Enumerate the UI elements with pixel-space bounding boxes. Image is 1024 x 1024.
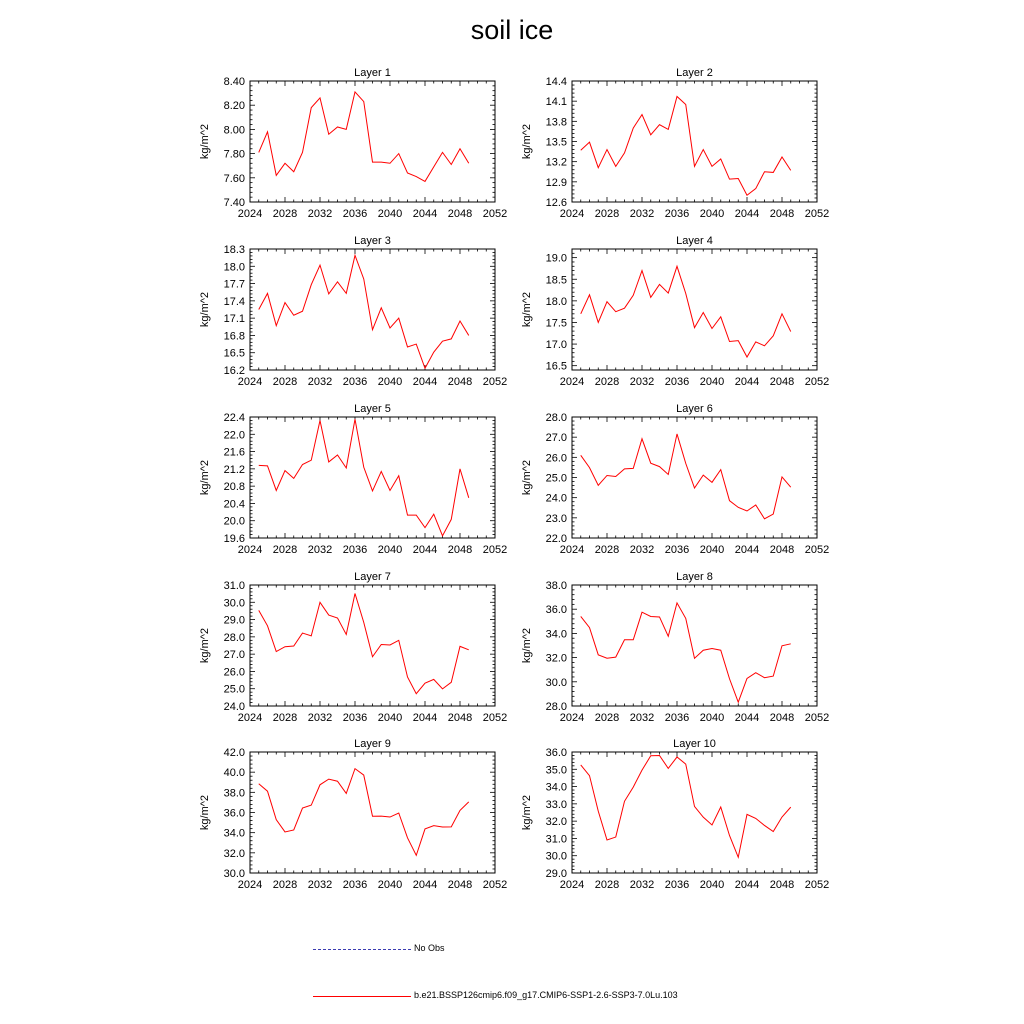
x-tick-label: 2024	[559, 544, 585, 556]
y-tick-label: 30.0	[223, 868, 245, 880]
plot-frame	[572, 417, 817, 538]
x-tick-label: 2036	[342, 879, 368, 891]
x-tick-label: 2048	[447, 544, 473, 556]
y-tick-label: 14.1	[545, 96, 567, 109]
y-tick-label: 17.7	[223, 278, 245, 291]
x-tick-label: 2044	[412, 544, 438, 556]
y-tick-label: 18.0	[223, 261, 245, 274]
x-tick-label: 2044	[734, 879, 760, 891]
y-tick-label: 28.0	[545, 412, 567, 424]
y-axis-label: kg/m^2	[199, 123, 211, 160]
x-tick-label: 2024	[237, 879, 263, 891]
y-axis-label: kg/m^2	[521, 794, 533, 831]
y-tick-label: 35.0	[545, 764, 567, 777]
x-tick-label: 2040	[699, 376, 725, 388]
series-line	[259, 255, 469, 368]
y-tick-label: 34.0	[545, 781, 567, 794]
y-tick-label: 22.0	[223, 429, 245, 442]
y-tick-label: 38.0	[545, 580, 567, 592]
y-tick-label: 13.8	[545, 116, 567, 129]
x-tick-label: 2044	[734, 208, 760, 220]
series-line	[259, 769, 469, 856]
x-tick-label: 2036	[342, 376, 368, 388]
y-tick-label: 16.2	[223, 365, 245, 377]
y-tick-label: 17.0	[545, 339, 567, 352]
x-tick-label: 2040	[699, 712, 725, 724]
y-tick-label: 8.20	[223, 100, 245, 113]
x-tick-label: 2036	[342, 712, 368, 724]
y-tick-label: 30.0	[223, 597, 245, 610]
x-tick-label: 2040	[699, 879, 725, 891]
y-tick-label: 22.0	[545, 533, 567, 545]
panel-title: Layer 9	[354, 738, 391, 750]
y-tick-label: 16.5	[545, 360, 567, 373]
y-tick-label: 19.0	[545, 252, 567, 265]
x-tick-label: 2040	[377, 544, 403, 556]
y-tick-label: 18.0	[545, 295, 567, 308]
y-tick-label: 20.8	[223, 481, 245, 494]
plot-frame	[250, 585, 495, 706]
y-tick-label: 12.6	[545, 197, 567, 209]
y-tick-label: 13.5	[545, 136, 567, 149]
y-tick-label: 32.0	[545, 652, 567, 665]
figure-title: soil ice	[470, 15, 554, 45]
chart-panel-10	[521, 738, 829, 891]
x-tick-label: 2032	[307, 544, 333, 556]
x-tick-label: 2052	[804, 208, 830, 220]
x-tick-label: 2040	[377, 879, 403, 891]
y-axis-label: kg/m^2	[199, 291, 211, 328]
y-tick-label: 28.0	[545, 701, 567, 713]
y-tick-label: 31.0	[223, 580, 245, 592]
x-tick-label: 2048	[769, 879, 795, 891]
y-tick-label: 26.0	[223, 666, 245, 679]
series-line	[259, 92, 469, 182]
y-tick-label: 16.5	[223, 347, 245, 360]
x-tick-label: 2044	[412, 376, 438, 388]
y-tick-label: 28.0	[223, 631, 245, 644]
chart-panel-1	[199, 67, 507, 220]
series-line	[259, 593, 469, 693]
x-tick-label: 2036	[342, 208, 368, 220]
y-tick-label: 18.5	[545, 274, 567, 287]
x-tick-label: 2032	[629, 879, 655, 891]
x-tick-label: 2024	[559, 712, 585, 724]
y-tick-label: 29.0	[545, 868, 567, 880]
y-tick-label: 12.9	[545, 176, 567, 189]
legend-obs-label: No Obs	[414, 943, 445, 953]
y-tick-label: 21.6	[223, 446, 245, 459]
x-tick-label: 2024	[237, 376, 263, 388]
y-axis-label: kg/m^2	[521, 627, 533, 664]
x-tick-label: 2032	[629, 376, 655, 388]
series-line	[581, 96, 791, 195]
y-tick-label: 7.80	[223, 148, 245, 161]
y-axis-label: kg/m^2	[521, 123, 533, 160]
x-tick-label: 2052	[482, 208, 508, 220]
x-tick-label: 2048	[447, 712, 473, 724]
y-tick-label: 36.0	[223, 807, 245, 820]
y-tick-label: 13.2	[545, 156, 567, 169]
y-tick-label: 40.0	[223, 767, 245, 780]
x-tick-label: 2032	[307, 208, 333, 220]
panel-title: Layer 5	[354, 403, 391, 415]
x-tick-label: 2052	[482, 376, 508, 388]
x-tick-label: 2024	[559, 879, 585, 891]
x-tick-label: 2044	[412, 712, 438, 724]
plot-frame	[250, 249, 495, 370]
y-tick-label: 14.4	[545, 76, 567, 88]
x-tick-label: 2052	[482, 544, 508, 556]
x-tick-label: 2036	[664, 544, 690, 556]
x-tick-label: 2032	[629, 544, 655, 556]
y-axis-label: kg/m^2	[521, 459, 533, 496]
x-tick-label: 2028	[272, 208, 298, 220]
panel-title: Layer 8	[676, 571, 713, 583]
x-tick-label: 2036	[664, 376, 690, 388]
panel-title: Layer 1	[354, 67, 391, 79]
x-tick-label: 2040	[377, 208, 403, 220]
y-tick-label: 17.1	[223, 313, 245, 326]
x-tick-label: 2040	[377, 376, 403, 388]
x-tick-label: 2032	[307, 879, 333, 891]
x-tick-label: 2028	[272, 879, 298, 891]
y-tick-label: 18.3	[223, 244, 245, 256]
series-line	[581, 434, 791, 519]
y-tick-label: 20.4	[223, 498, 245, 511]
series-line	[259, 419, 469, 536]
x-tick-label: 2032	[629, 208, 655, 220]
y-tick-label: 33.0	[545, 798, 567, 811]
y-tick-label: 7.40	[223, 197, 245, 209]
y-axis-label: kg/m^2	[199, 794, 211, 831]
panel-title: Layer 6	[676, 403, 713, 415]
y-tick-label: 36.0	[545, 747, 567, 759]
x-tick-label: 2052	[804, 544, 830, 556]
plot-frame	[572, 585, 817, 706]
y-tick-label: 32.0	[223, 847, 245, 860]
x-tick-label: 2040	[699, 544, 725, 556]
chart-panel-8	[521, 571, 829, 724]
x-tick-label: 2044	[412, 879, 438, 891]
chart-panel-7	[199, 571, 507, 724]
chart-panel-6	[521, 403, 829, 556]
x-tick-label: 2048	[447, 208, 473, 220]
y-tick-label: 25.0	[223, 683, 245, 696]
y-tick-label: 34.0	[545, 628, 567, 641]
chart-panel-2	[521, 67, 829, 220]
y-tick-label: 24.0	[223, 701, 245, 713]
y-tick-label: 17.5	[545, 317, 567, 330]
x-tick-label: 2024	[237, 544, 263, 556]
x-tick-label: 2024	[237, 712, 263, 724]
x-tick-label: 2048	[447, 376, 473, 388]
x-tick-label: 2036	[664, 208, 690, 220]
panel-title: Layer 3	[354, 235, 391, 247]
y-tick-label: 8.00	[223, 124, 245, 137]
x-tick-label: 2028	[594, 712, 620, 724]
x-tick-label: 2032	[629, 712, 655, 724]
x-tick-label: 2048	[769, 544, 795, 556]
x-tick-label: 2044	[412, 208, 438, 220]
x-tick-label: 2048	[769, 208, 795, 220]
panel-title: Layer 10	[673, 738, 716, 750]
plot-frame	[572, 249, 817, 370]
x-tick-label: 2028	[594, 376, 620, 388]
x-tick-label: 2040	[377, 712, 403, 724]
x-tick-label: 2036	[664, 712, 690, 724]
y-tick-label: 34.0	[223, 827, 245, 840]
chart-panel-5	[199, 403, 507, 556]
y-tick-label: 23.0	[545, 512, 567, 525]
y-tick-label: 24.0	[545, 492, 567, 505]
panel-title: Layer 2	[676, 67, 713, 79]
x-tick-label: 2028	[594, 879, 620, 891]
y-tick-label: 22.4	[223, 412, 245, 424]
x-tick-label: 2044	[734, 544, 760, 556]
x-tick-label: 2044	[734, 376, 760, 388]
x-tick-label: 2024	[559, 208, 585, 220]
y-tick-label: 19.6	[223, 533, 245, 545]
x-tick-label: 2040	[699, 208, 725, 220]
series-line	[581, 266, 791, 357]
x-tick-label: 2028	[272, 544, 298, 556]
y-tick-label: 25.0	[545, 472, 567, 485]
y-tick-label: 42.0	[223, 747, 245, 759]
x-tick-label: 2052	[482, 712, 508, 724]
chart-panel-9	[199, 738, 507, 891]
y-tick-label: 27.0	[545, 432, 567, 445]
y-tick-label: 26.0	[545, 452, 567, 465]
plot-frame	[572, 752, 817, 873]
y-tick-label: 31.0	[545, 833, 567, 846]
x-tick-label: 2036	[664, 879, 690, 891]
x-tick-label: 2032	[307, 376, 333, 388]
x-tick-label: 2028	[272, 712, 298, 724]
x-tick-label: 2028	[594, 208, 620, 220]
x-tick-label: 2048	[447, 879, 473, 891]
y-tick-label: 32.0	[545, 816, 567, 829]
x-tick-label: 2048	[769, 376, 795, 388]
y-tick-label: 20.0	[223, 515, 245, 528]
y-tick-label: 30.0	[545, 850, 567, 863]
x-tick-label: 2024	[237, 208, 263, 220]
x-tick-label: 2028	[594, 544, 620, 556]
y-tick-label: 29.0	[223, 614, 245, 627]
x-tick-label: 2048	[769, 712, 795, 724]
x-tick-label: 2028	[272, 376, 298, 388]
panel-title: Layer 7	[354, 571, 391, 583]
y-tick-label: 16.8	[223, 330, 245, 343]
y-axis-label: kg/m^2	[199, 459, 211, 496]
y-axis-label: kg/m^2	[199, 627, 211, 664]
chart-panel-4	[521, 235, 829, 388]
x-tick-label: 2052	[804, 879, 830, 891]
y-tick-label: 8.40	[223, 76, 245, 88]
y-tick-label: 7.60	[223, 172, 245, 185]
series-line	[581, 603, 791, 702]
y-tick-label: 36.0	[545, 604, 567, 617]
x-tick-label: 2052	[482, 879, 508, 891]
x-tick-label: 2036	[342, 544, 368, 556]
plot-frame	[250, 81, 495, 202]
y-axis-label: kg/m^2	[521, 291, 533, 328]
y-tick-label: 17.4	[223, 295, 245, 308]
legend-model-label: b.e21.BSSP126cmip6.f09_g17.CMIP6-SSP1-2.6-SSP3-7.0Lu.103	[414, 990, 678, 1000]
y-tick-label: 38.0	[223, 787, 245, 800]
x-tick-label: 2052	[804, 376, 830, 388]
plot-frame	[250, 752, 495, 873]
y-tick-label: 21.2	[223, 463, 245, 476]
x-tick-label: 2024	[559, 376, 585, 388]
plot-frame	[572, 81, 817, 202]
x-tick-label: 2044	[734, 712, 760, 724]
y-tick-label: 27.0	[223, 649, 245, 662]
x-tick-label: 2052	[804, 712, 830, 724]
x-tick-label: 2032	[307, 712, 333, 724]
panel-title: Layer 4	[676, 235, 713, 247]
y-tick-label: 30.0	[545, 676, 567, 689]
chart-panel-3	[199, 235, 507, 388]
series-line	[581, 755, 791, 857]
